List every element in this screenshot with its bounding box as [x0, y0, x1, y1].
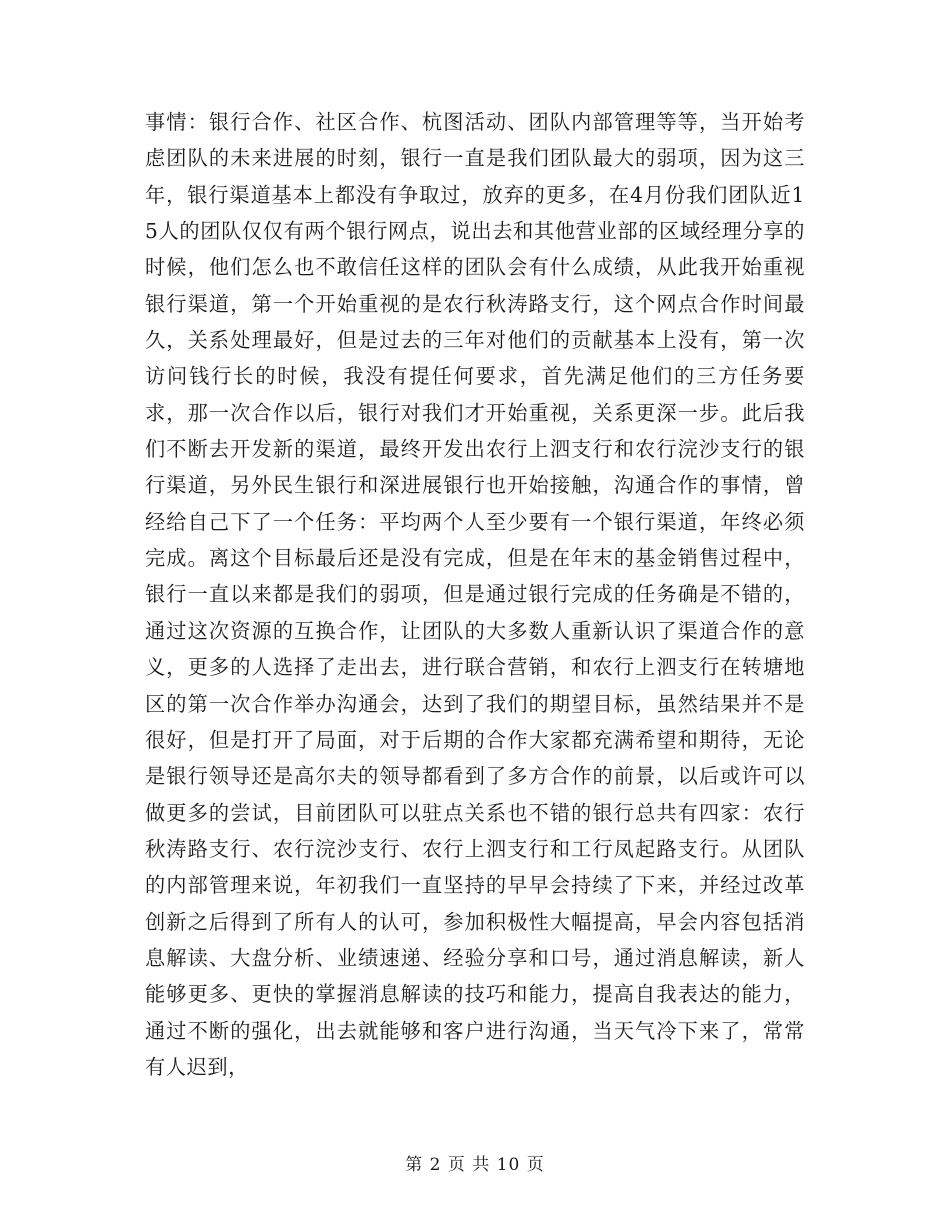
page-number-footer: 第 2 页 共 10 页 — [405, 1155, 545, 1175]
body-paragraph: 事情：银行合作、社区合作、杭图活动、团队内部管理等等，当开始考虑团队的未来进展的时刻，银行一直是我们团队最大的弱项，因为这三年，银行渠道基本上都没有争取过，放弃的更多，在4月份我们团队近15人的团队仅仅有两个银行网点，说出去和其他营业部的区域经理分享的时候，他们怎么也不敢信任这样的团队会有什么成绩，从此我开始重视银行渠道，第一个开始重视的是农行秋涛路支行，这个网点合作时间最久，关系处理最好，但是过去的三年对他们的贡献基本上没有，第一次访问钱行长的时候，我没有提任何要求，首先满足他们的三方任务要求，那一次合作以后，银行对我们才开始重视，关系更深一步。此后我们不断去开发新的渠道，最终开发出农行上泗支行和农行浣沙支行的银行渠道，另外民生银行和深进展银行也开始接触，沟通合作的事情，曾经给自己下了一个任务：平均两个人至少要有一个银行渠道，年终必须完成。离这个目标最后还是没有完成，但是在年末的基金销售过程中，银行一直以来都是我们的弱项，但是通过银行完成的任务确是不错的，通过这次资源的互换合作，让团队的大多数人重新认识了渠道合作的意义，更多的人选择了走出去，进行联合营销，和农行上泗支行在转塘地区的第一次合作举办沟通会，达到了我们的期望目标，虽然结果并不是很好，但是打开了局面，对于后期的合作大家都充满希望和期待，无论是银行领导还是高尔夫的领导都看到了多方合作的前景，以后或许可以做更多的尝试，目前团队可以驻点关系也不错的银行总共有四家：农行秋涛路支行、农行浣沙支行、农行上泗支行和工行凤起路支行。从团队的内部管理来说，年初我们一直坚持的早早会持续了下来，并经过改革创新之后得到了所有人的认可，参加积极性大幅提高，早会内容包括消息解读、大盘分析、业绩速递、经验分享和口号，通过消息解读，新人能够更多、更快的掌握消息解读的技巧和能力，提高自我表达的能力，通过不断的强化，出去就能够和客户进行沟通，当天气冷下来了，常常有人迟到， — [145, 110, 805, 1079]
